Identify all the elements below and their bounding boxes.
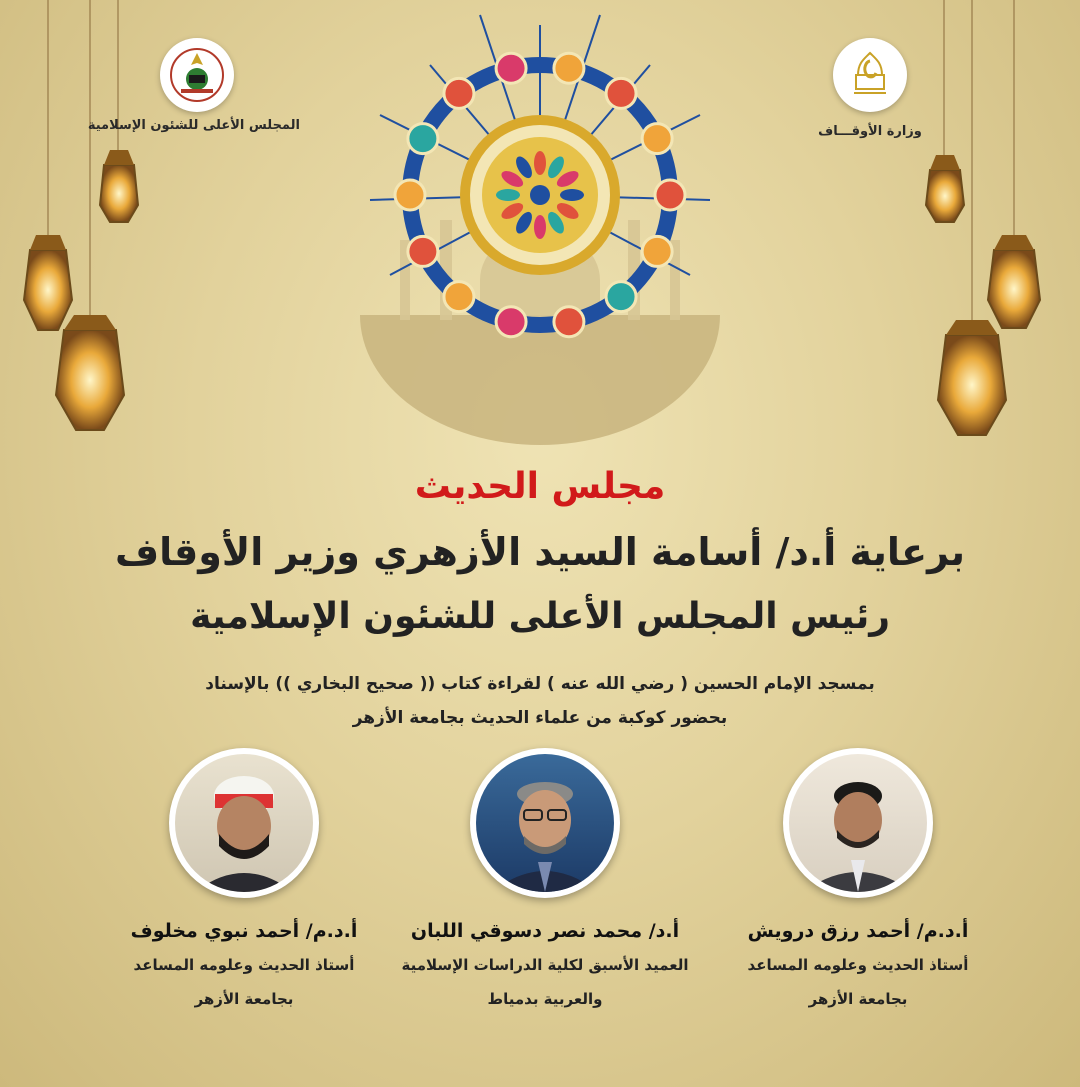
speaker-institution: والعربية بدمياط: [487, 990, 603, 1008]
mandala-petal: [408, 236, 438, 266]
mandala-inner-petal: [534, 215, 546, 239]
speaker-portrait: [783, 748, 933, 898]
mandala-petal: [642, 124, 672, 154]
speaker-institution: بجامعة الأزهر: [808, 990, 908, 1008]
speaker-name: أ.د.م/ أحمد نبوي مخلوف: [130, 920, 358, 942]
mandala-inner-petal: [534, 151, 546, 175]
mandala-petal: [408, 124, 438, 154]
mandala-mosque-emblem: [340, 5, 740, 445]
lanterns-left-decoration: [0, 0, 160, 460]
supreme-council-logo-block: [160, 38, 234, 112]
lantern-icon: [24, 235, 72, 330]
speaker-name: أ.د.م/ أحمد رزق درويش: [747, 920, 969, 942]
awqaf-logo-block: [833, 38, 907, 112]
mandala-petal: [554, 53, 584, 83]
mandala-petal: [444, 78, 474, 108]
awqaf-caption: وزارة الأوقـــاف: [818, 124, 922, 139]
speaker-institution: بجامعة الأزهر: [194, 990, 294, 1008]
mandala-inner-petal: [496, 189, 520, 201]
mosque-dome-icon: [840, 45, 900, 105]
lanterns-right-decoration: [920, 0, 1080, 460]
speaker-portrait: [470, 748, 620, 898]
mandala-petal: [606, 282, 636, 312]
mandala-petal: [642, 236, 672, 266]
speaker-card-right: [708, 748, 1008, 1008]
speaker-title: أستاذ الحديث وعلومه المساعد: [747, 956, 969, 974]
person-avatar-icon: [175, 754, 313, 892]
attendance-line: بحضور كوكبة من علماء الحديث بجامعة الأزهر: [352, 708, 728, 728]
speaker-title: أستاذ الحديث وعلومه المساعد: [133, 956, 355, 974]
mandala-petal: [395, 180, 425, 210]
person-avatar-icon: [476, 754, 614, 892]
mandala-petal: [606, 78, 636, 108]
mandala-petal: [554, 307, 584, 337]
mandala-petal: [655, 180, 685, 210]
council-emblem-icon: [167, 45, 227, 105]
patron-role-line: رئيس المجلس الأعلى للشئون الإسلامية: [190, 596, 890, 637]
supreme-council-caption: المجلس الأعلى للشئون الإسلامية: [87, 118, 300, 133]
awqaf-logo: [833, 38, 907, 112]
mandala-inner-petal: [560, 189, 584, 201]
speaker-name: أ.د/ محمد نصر دسوقي اللبان: [410, 920, 680, 942]
speaker-card-left: [94, 748, 394, 1008]
speaker-portrait: [169, 748, 319, 898]
mosque-silhouette: [360, 315, 720, 445]
event-title: مجلس الحديث: [414, 466, 666, 507]
patron-line: برعاية أ.د/ أسامة السيد الأزهري وزير الأوقاف: [115, 530, 965, 574]
speaker-title: العميد الأسبق لكلية الدراسات الإسلامية: [401, 956, 689, 974]
mandala-petal: [444, 282, 474, 312]
person-avatar-icon: [789, 754, 927, 892]
mandala-petal: [496, 53, 526, 83]
venue-line: بمسجد الإمام الحسين ( رضي الله عنه ) لقراءة كتاب (( صحيح البخاري )) بالإسناد: [205, 674, 875, 694]
mandala-petal: [496, 307, 526, 337]
supreme-council-logo: [160, 38, 234, 112]
speaker-card-center: [395, 748, 695, 1008]
